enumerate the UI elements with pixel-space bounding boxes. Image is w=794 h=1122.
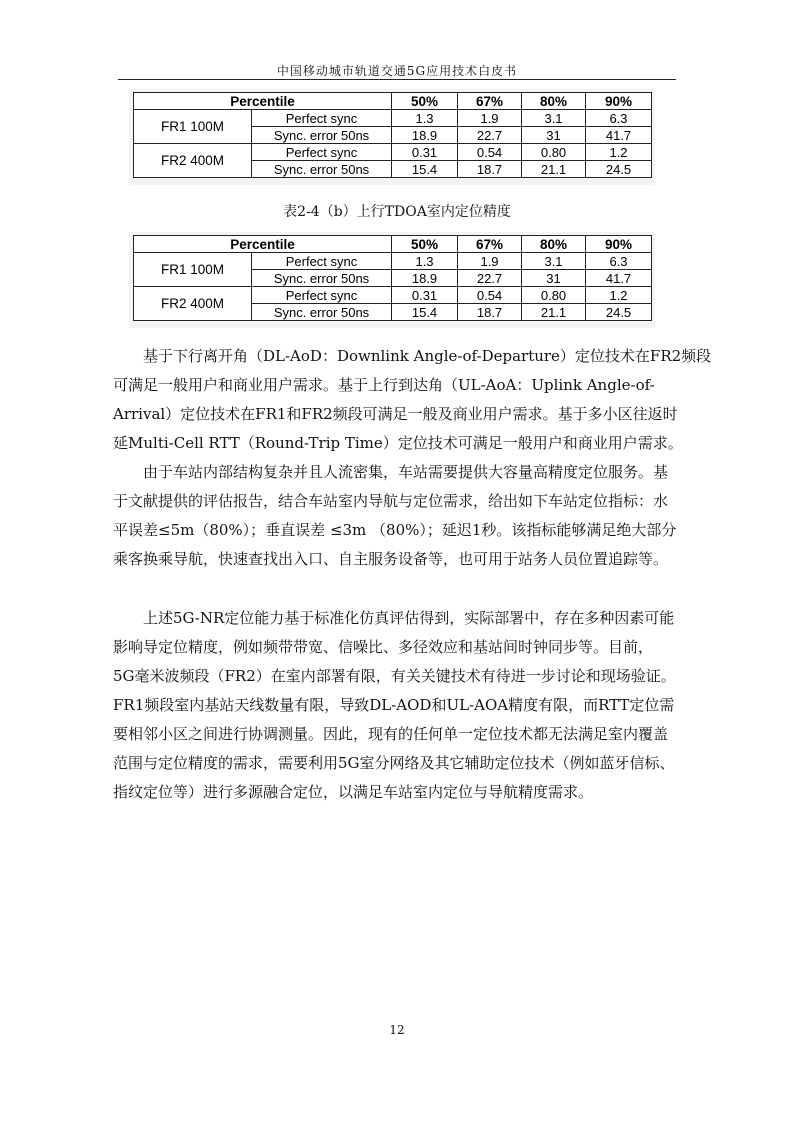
table-cell: 31 [522,270,586,287]
row-label: Sync. error 50ns [252,161,392,178]
table-row [134,287,652,304]
table-cell: 0.31 [392,144,458,161]
row-label: Perfect sync [252,144,392,161]
text-line: 基于下行离开角（DL-AoD：Downlink Angle-of-Departure）定位技术在FR2频段 [143,347,712,365]
text-line: 乘客换乘导航，快速查找出入口、自主服务设备等，也可用于站务人员位置追踪等。 [113,550,669,568]
text-line: 要相邻小区之间进行协调测量。因此，现有的任何单一定位技术都无法满足室内覆盖 [113,725,669,743]
row-label: Sync. error 50ns [252,270,392,287]
table-cell: 18.9 [392,127,458,144]
table-caption: 表2-4（b）上行TDOA室内定位精度 [283,204,511,220]
table-row [134,110,652,127]
table-cell: 3.1 [522,110,586,127]
table-cell: 1.3 [392,253,458,270]
col-header: 67% [458,236,522,253]
table-cell: 21.1 [522,304,586,321]
table-header-row [134,236,652,253]
paragraph-deployment-factors [113,604,683,807]
table-row [134,253,652,270]
row-label: Sync. error 50ns [252,127,392,144]
col-header: 80% [522,93,586,110]
table-row [134,144,652,161]
table-cell: 1.3 [392,110,458,127]
col-header: Percentile [134,236,392,253]
text-line: 延Multi-Cell RTT（Round-Trip Time）定位技术可满足一般用户和商业用户需求。 [113,434,683,452]
text-line: 由于车站内部结构复杂并且人流密集，车站需要提供大容量高精度定位服务。基 [143,463,669,481]
band-cell: FR2 400M [134,144,252,178]
text-line: 指纹定位等）进行多源融合定位，以满足车站室内定位与导航精度需求。 [113,783,594,801]
page-number: 12 [389,1023,405,1037]
percentile-table-image-1 [129,89,655,185]
row-label: Perfect sync [252,253,392,270]
table-cell: 15.4 [392,161,458,178]
col-header: 90% [586,93,652,110]
text-line: 于文献提供的评估报告，结合车站室内导航与定位需求，给出如下车站定位指标：水 [113,492,669,510]
text-line: 范围与定位精度的需求，需要利用5G室分网络及其它辅助定位技术（例如蓝牙信标、 [113,754,675,772]
table-cell: 31 [522,127,586,144]
table-cell: 1.9 [458,110,522,127]
table-cell: 41.7 [586,127,652,144]
row-label: Perfect sync [252,110,392,127]
table-cell: 0.31 [392,287,458,304]
table-header-row [134,93,652,110]
text-line: 5G毫米波频段（FR2）在室内部署有限，有关关键技术有待进一步讨论和现场验证。 [113,667,676,685]
paragraph-positioning-techniques [113,342,712,458]
band-cell: FR1 100M [134,253,252,287]
table-cell: 22.7 [458,127,522,144]
col-header: 50% [392,236,458,253]
table-cell: 0.54 [458,287,522,304]
table-cell: 18.9 [392,270,458,287]
text-line: 平误差≤5m（80%）；垂直误差 ≤3m （80%）；延迟1秒。该指标能够满足绝大部分 [113,521,677,539]
table-cell: 22.7 [458,270,522,287]
table-cell: 41.7 [586,270,652,287]
row-label: Perfect sync [252,287,392,304]
percentile-table-image-2 [129,232,655,328]
table-cell: 18.7 [458,161,522,178]
table-cell: 24.5 [586,161,652,178]
table-cell: 0.54 [458,144,522,161]
table-cell: 21.1 [522,161,586,178]
band-cell: FR2 400M [134,287,252,321]
col-header: Percentile [134,93,392,110]
table-cell: 18.7 [458,304,522,321]
paragraph-station-requirements [113,458,683,574]
table-cell: 0.80 [522,144,586,161]
text-line: 上述5G-NR定位能力基于标准化仿真评估得到，实际部署中，存在多种因素可能 [143,609,675,627]
table-cell: 0.80 [522,287,586,304]
table-cell: 1.2 [586,144,652,161]
table-cell: 1.2 [586,287,652,304]
table-cell: 1.9 [458,253,522,270]
table-cell: 3.1 [522,253,586,270]
col-header: 80% [522,236,586,253]
table-cell: 24.5 [586,304,652,321]
table-cell: 6.3 [586,253,652,270]
text-line: Arrival）定位技术在FR1和FR2频段可满足一般及商业用户需求。基于多小区往返时 [113,405,678,423]
table-cell: 6.3 [586,110,652,127]
text-line: 可满足一般用户和商业用户需求。基于上行到达角（UL-AoA：Uplink Angle-of- [113,376,655,394]
col-header: 50% [392,93,458,110]
band-cell: FR1 100M [134,110,252,144]
page-header: 中国移动城市轨道交通5G应用技术白皮书 [276,64,518,78]
percentile-table-2 [133,235,652,321]
col-header: 90% [586,236,652,253]
text-line: 影响导定位精度，例如频带带宽、信噪比、多径效应和基站间时钟同步等。目前， [113,638,654,656]
table-cell: 15.4 [392,304,458,321]
row-label: Sync. error 50ns [252,304,392,321]
col-header: 67% [458,93,522,110]
header-rule [118,79,676,80]
percentile-table-1 [133,92,652,178]
text-line: FR1频段室内基站天线数量有限，导致DL-AOD和UL-AOA精度有限，而RTT定位需 [113,696,675,714]
